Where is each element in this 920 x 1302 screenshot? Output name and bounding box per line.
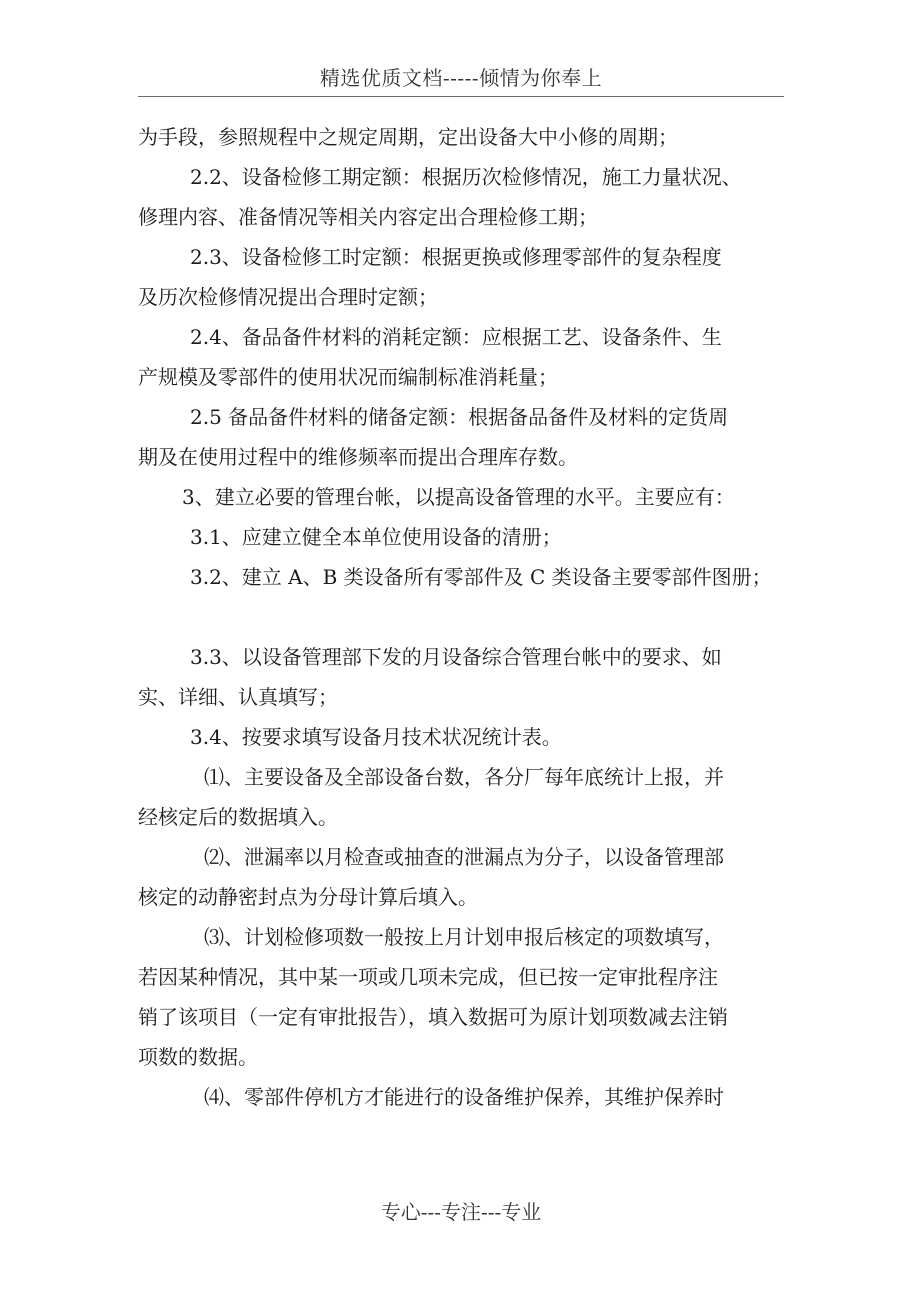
text-line: 销了该项目（一定有审批报告），填入数据可为原计划项数减去注销 — [138, 1005, 728, 1029]
text-line: ⑴、主要设备及全部设备台数，各分厂每年底统计上报，并 — [204, 765, 724, 789]
text-line: 若因某种情况，其中某一项或几项未完成，但已按一定审批程序注 — [138, 965, 718, 989]
page-footer: 专心---专注---专业 — [380, 1200, 542, 1224]
text-line: 项数的数据。 — [138, 1045, 258, 1069]
page-header: 精选优质文档-----倾情为你奉上 — [319, 66, 603, 90]
text-line: 核定的动静密封点为分母计算后填入。 — [138, 885, 478, 909]
text-line: 2.3、设备检修工时定额：根据更换或修理零部件的复杂程度 — [190, 245, 722, 269]
text-line: 3、建立必要的管理台帐，以提高设备管理的水平。主要应有： — [182, 485, 735, 509]
text-line: 及历次检修情况提出合理时定额； — [138, 285, 438, 309]
text-line: 2.2、设备检修工期定额：根据历次检修情况，施工力量状况、 — [190, 165, 742, 189]
text-line: 2.5 备品备件材料的储备定额：根据备品备件及材料的定货周 — [190, 405, 729, 429]
text-line: 经核定后的数据填入。 — [138, 805, 338, 829]
document-body — [138, 117, 798, 1117]
text-line: 2.4、备品备件材料的消耗定额：应根据工艺、设备条件、生 — [190, 325, 722, 349]
text-line: 修理内容、准备情况等相关内容定出合理检修工期； — [138, 205, 598, 229]
text-line: 期及在使用过程中的维修频率而提出合理库存数。 — [138, 445, 578, 469]
text-line: 3.3、以设备管理部下发的月设备综合管理台帐中的要求、如 — [190, 645, 722, 669]
text-line: ⑵、泄漏率以月检查或抽查的泄漏点为分子，以设备管理部 — [204, 845, 724, 869]
text-line: 为手段，参照规程中之规定周期，定出设备大中小修的周期； — [138, 125, 678, 149]
blank-line — [138, 597, 798, 637]
text-line: ⑷、零部件停机方才能进行的设备维护保养，其维护保养时 — [204, 1085, 724, 1109]
text-line: 实、详细、认真填写； — [138, 685, 338, 709]
text-line: 3.1、应建立健全本单位使用设备的清册； — [190, 525, 562, 549]
text-line: ⑶、计划检修项数一般按上月计划申报后核定的项数填写， — [204, 925, 724, 949]
header-divider — [138, 96, 784, 97]
text-line: 3.2、建立 A、B 类设备所有零部件及 C 类设备主要零部件图册； — [190, 565, 772, 589]
text-line: 3.4、按要求填写设备月技术状况统计表。 — [190, 725, 562, 749]
text-line: 产规模及零部件的使用状况而编制标准消耗量； — [138, 365, 558, 389]
